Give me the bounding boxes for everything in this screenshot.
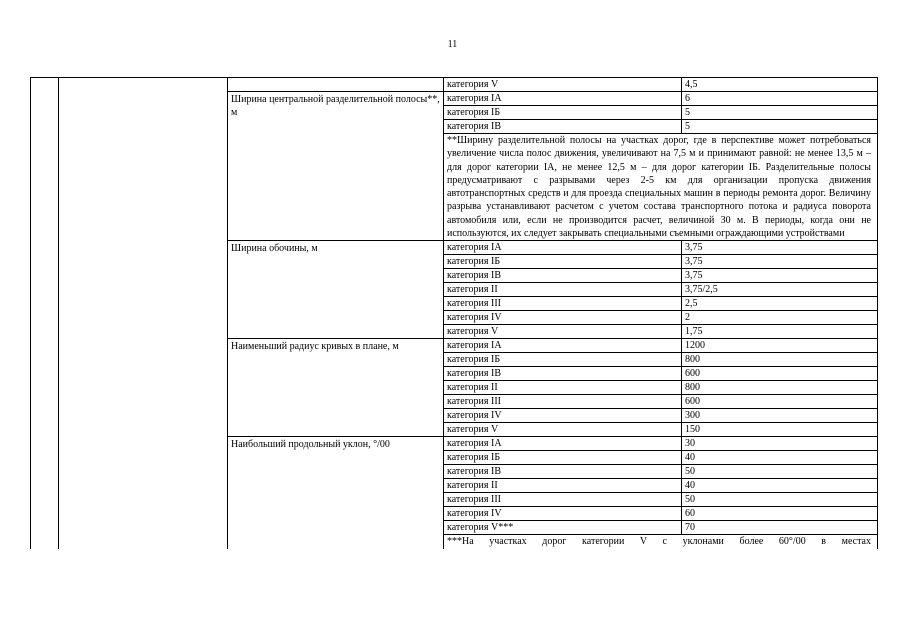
value-cell: 6: [682, 92, 878, 106]
value-cell: 600: [682, 367, 878, 381]
category-cell: категория IV: [444, 409, 682, 423]
value-cell: 3,75: [682, 241, 878, 255]
value-cell: 60: [682, 507, 878, 521]
category-cell: категория IV: [444, 311, 682, 325]
value-cell: 5: [682, 106, 878, 120]
value-cell: 2,5: [682, 297, 878, 311]
value-cell: 5: [682, 120, 878, 134]
category-cell: категория II: [444, 381, 682, 395]
value-cell: 150: [682, 423, 878, 437]
parameter-name: [228, 78, 444, 92]
category-cell: категория III: [444, 493, 682, 507]
category-cell: категория II: [444, 283, 682, 297]
category-cell: категория IБ: [444, 255, 682, 269]
table-row: [31, 78, 878, 92]
category-cell: категория III: [444, 395, 682, 409]
parameter-name: Наименьший радиус кривых в плане, м: [228, 339, 444, 437]
category-cell: категория IA: [444, 339, 682, 353]
category-cell: категория IБ: [444, 451, 682, 465]
value-cell: 50: [682, 493, 878, 507]
category-cell: категория IA: [444, 437, 682, 451]
category-cell: категория IБ: [444, 353, 682, 367]
value-cell: 40: [682, 451, 878, 465]
value-cell: 2: [682, 311, 878, 325]
category-cell: категория II: [444, 479, 682, 493]
value-cell: 40: [682, 479, 878, 493]
value-cell: 1,75: [682, 325, 878, 339]
value-cell: 300: [682, 409, 878, 423]
category-cell: категория IA: [444, 92, 682, 106]
blank-column-1: [31, 78, 59, 549]
parameter-name: Ширина центральной разделительной полосы**, м: [228, 92, 444, 241]
value-cell: 4,5: [682, 78, 878, 92]
category-cell: категория IV: [444, 507, 682, 521]
category-cell: категория V: [444, 423, 682, 437]
footnote-text: **Ширину разделительной полосы на участках дорог, где в перспективе может потребоваться увеличение числа полос движения, увеличивают на 7,5 м и принимают равной: не менее 13,5 м – для дорог категории IA, не менее 12,5 м – для дорог категории IБ. Разделительные полосы предусматривают с разрывами через 2-5 км для организации пропуска движения автотранспортных средств и для проезда специальных машин в периоды ремонта дорог. Величину разрыва устанавливают расчетом с учетом состава транспортного потока и радиуса поворота автомобиля или, если не производится расчет, величиной 30 м. В периоды, когда они не используются, их следует закрывать специальными съемными ограждающими устройствами: [444, 134, 878, 241]
page-number: 11: [447, 39, 458, 50]
category-cell: категория III: [444, 297, 682, 311]
road-parameters-table: [30, 77, 878, 549]
value-cell: 3,75: [682, 269, 878, 283]
value-cell: 50: [682, 465, 878, 479]
footnote-text: ***На участках дорог категории V с уклонами более 60°/00 в местах: [444, 535, 878, 549]
category-cell: категория IБ: [444, 106, 682, 120]
category-cell: категория IB: [444, 465, 682, 479]
value-cell: 3,75: [682, 255, 878, 269]
category-cell: категория V***: [444, 521, 682, 535]
category-cell: категория IA: [444, 241, 682, 255]
value-cell: 800: [682, 381, 878, 395]
parameter-name: Ширина обочины, м: [228, 241, 444, 339]
value-cell: 800: [682, 353, 878, 367]
category-cell: категория V: [444, 78, 682, 92]
value-cell: 3,75/2,5: [682, 283, 878, 297]
value-cell: 600: [682, 395, 878, 409]
category-cell: категория V: [444, 325, 682, 339]
table-body: [31, 78, 878, 549]
value-cell: 70: [682, 521, 878, 535]
category-cell: категория IB: [444, 269, 682, 283]
parameter-name: Наибольший продольный уклон, °/00: [228, 437, 444, 549]
value-cell: 30: [682, 437, 878, 451]
category-cell: категория IB: [444, 367, 682, 381]
category-cell: категория IB: [444, 120, 682, 134]
blank-column-2: [59, 78, 228, 549]
value-cell: 1200: [682, 339, 878, 353]
